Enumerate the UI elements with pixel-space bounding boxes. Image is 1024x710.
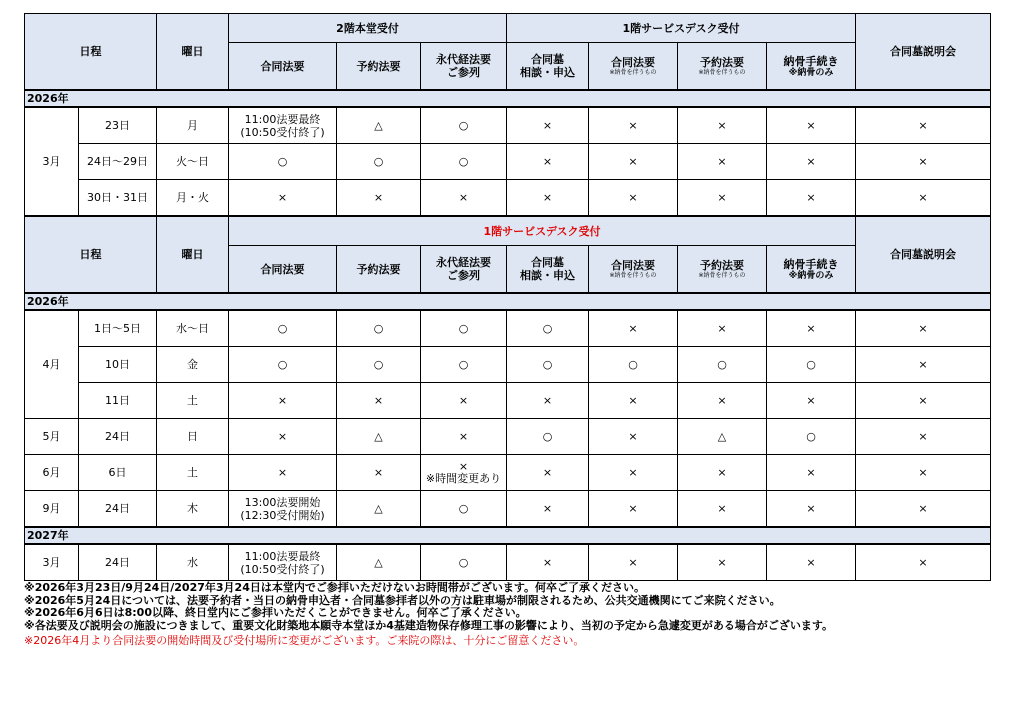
cell-c2: △ [337, 419, 421, 455]
cell-c1: × [229, 455, 337, 491]
weekday-cell: 日 [157, 419, 229, 455]
cell-c1-a: 11:00法要最終 [244, 549, 321, 563]
header-schedule-2: 日程 [25, 216, 157, 293]
cell-c2: ○ [337, 144, 421, 180]
header-explanation: 合同墓説明会 [856, 14, 991, 91]
year-row [25, 90, 991, 107]
header-c5-note: ※納骨を伴うもの [609, 272, 657, 279]
cell-c7: × [767, 491, 856, 528]
cell-c7: × [767, 144, 856, 180]
cell-c5: × [589, 107, 678, 144]
cell-c4: × [507, 144, 589, 180]
cell-c2: × [337, 383, 421, 419]
header-c7 [767, 246, 856, 294]
day-cell: 6日 [79, 455, 157, 491]
cell-c3: ○ [421, 310, 507, 347]
note-line: ※各法要及び説明会の施設につきまして、重要文化財築地本願寺本堂ほか4基建造物保存修理工事の影響により、当初の予定から急遽変更がある場合がございます。 [24, 618, 834, 632]
cell-c3: ○ [421, 347, 507, 383]
cell-c1-b: (12:30受付開始) [240, 508, 325, 522]
header-c3-a: 永代経法要 [436, 53, 491, 66]
cell-c3-note: ※時間変更あり [425, 471, 502, 485]
cell-c7: × [767, 180, 856, 217]
cell-c1-a: 13:00法要開始 [244, 495, 321, 509]
cell-c8: × [856, 180, 991, 217]
header-schedule: 日程 [25, 14, 157, 91]
header-c5 [589, 43, 678, 91]
cell-c1: × [229, 180, 337, 217]
cell-c1: ○ [229, 310, 337, 347]
header-c7 [767, 43, 856, 91]
day-cell: 10日 [79, 347, 157, 383]
cell-c2: △ [337, 107, 421, 144]
header-c7-note: ※納骨のみ [788, 270, 834, 281]
cell-c8: × [856, 347, 991, 383]
header-c6-note: ※納骨を伴うもの [698, 69, 746, 76]
weekday-cell: 火～日 [157, 144, 229, 180]
table-row [25, 419, 991, 455]
header-c3 [421, 43, 507, 91]
day-cell: 11日 [79, 383, 157, 419]
header-c7-label: 納骨手続き [783, 54, 839, 68]
cell-c4: ○ [507, 310, 589, 347]
cell-c2: ○ [337, 310, 421, 347]
table-row [25, 544, 991, 581]
cell-c4: × [507, 180, 589, 217]
header-c5-label: 合同法要 [611, 259, 655, 272]
cell-c6: × [678, 491, 767, 528]
day-cell: 23日 [79, 107, 157, 144]
cell-c7: × [767, 544, 856, 581]
table-row [25, 491, 991, 528]
month-cell: 6月 [25, 455, 79, 491]
header-c6 [678, 43, 767, 91]
cell-c1: ○ [229, 347, 337, 383]
header-c3-b: ご参列 [447, 66, 480, 79]
cell-c4: ○ [507, 419, 589, 455]
weekday-cell: 土 [157, 383, 229, 419]
table-row [25, 383, 991, 419]
table-row [25, 180, 991, 217]
header-c5-label: 合同法要 [611, 56, 655, 69]
table-row [25, 107, 991, 144]
cell-c7: × [767, 383, 856, 419]
cell-c1: × [229, 419, 337, 455]
table-row [25, 347, 991, 383]
month-cell: 5月 [25, 419, 79, 455]
header-c4-a: 合同墓 [531, 53, 564, 66]
cell-c5: ○ [589, 347, 678, 383]
cell-c3: ○ [421, 144, 507, 180]
cell-c1 [229, 544, 337, 581]
header-c3 [421, 246, 507, 294]
cell-c3: × [421, 419, 507, 455]
cell-c6: × [678, 544, 767, 581]
cell-c3 [421, 455, 507, 491]
header-group-honden: 2階本堂受付 [229, 14, 507, 43]
cell-c7: × [767, 310, 856, 347]
cell-c1-b: (10:50受付終了) [240, 125, 325, 139]
cell-c6: × [678, 383, 767, 419]
header-weekday: 曜日 [157, 14, 229, 91]
header-c2: 予約法要 [337, 246, 421, 294]
day-cell: 24日～29日 [79, 144, 157, 180]
cell-c3: × [421, 383, 507, 419]
weekday-cell: 月 [157, 107, 229, 144]
cell-c2: × [337, 455, 421, 491]
cell-c6: × [678, 107, 767, 144]
month-cell: 9月 [25, 491, 79, 528]
header-c4 [507, 246, 589, 294]
header-c2: 予約法要 [337, 43, 421, 91]
cell-c5: × [589, 310, 678, 347]
header-group-servicedesk: 1階サービスデスク受付 [507, 14, 856, 43]
cell-c1 [229, 107, 337, 144]
weekday-cell: 水 [157, 544, 229, 581]
year-row [25, 527, 991, 544]
day-cell: 1日～5日 [79, 310, 157, 347]
cell-c1: ○ [229, 144, 337, 180]
cell-c3: × [421, 180, 507, 217]
cell-c2: △ [337, 491, 421, 528]
cell-c6: × [678, 310, 767, 347]
cell-c7: ○ [767, 347, 856, 383]
cell-c3-a: × [458, 459, 469, 473]
year-label: 2026年 [25, 90, 991, 107]
weekday-cell: 水～日 [157, 310, 229, 347]
notes-section [24, 582, 990, 648]
day-cell: 24日 [79, 544, 157, 581]
cell-c6: × [678, 455, 767, 491]
schedule-table [24, 13, 991, 581]
cell-c1-a: 11:00法要最終 [244, 112, 321, 126]
cell-c3: ○ [421, 544, 507, 581]
cell-c5: × [589, 144, 678, 180]
cell-c4: × [507, 544, 589, 581]
header-c6-note: ※納骨を伴うもの [698, 272, 746, 279]
header-c4-a: 合同墓 [531, 256, 564, 269]
cell-c6: △ [678, 419, 767, 455]
header-c1: 合同法要 [229, 43, 337, 91]
weekday-cell: 金 [157, 347, 229, 383]
day-cell: 30日・31日 [79, 180, 157, 217]
cell-c4: × [507, 491, 589, 528]
header-row-1b [25, 216, 991, 246]
cell-c5: × [589, 180, 678, 217]
cell-c7: × [767, 455, 856, 491]
header-c7-note: ※納骨のみ [788, 67, 834, 78]
header-c7-label: 納骨手続き [783, 257, 839, 271]
cell-c5: × [589, 455, 678, 491]
cell-c4: × [507, 383, 589, 419]
cell-c8: × [856, 144, 991, 180]
cell-c6: × [678, 180, 767, 217]
header-c6-label: 予約法要 [700, 56, 744, 69]
weekday-cell: 土 [157, 455, 229, 491]
month-cell: 4月 [25, 310, 79, 419]
cell-c2: × [337, 180, 421, 217]
header-c4 [507, 43, 589, 91]
header-c5-note: ※納骨を伴うもの [609, 69, 657, 76]
header-c6-label: 予約法要 [700, 259, 744, 272]
header-row-1 [25, 14, 991, 43]
table-row [25, 455, 991, 491]
month-cell: 3月 [25, 107, 79, 216]
year-label: 2027年 [25, 527, 991, 544]
cell-c6: × [678, 144, 767, 180]
cell-c8: × [856, 107, 991, 144]
header-c6 [678, 246, 767, 294]
cell-c8: × [856, 383, 991, 419]
table-row [25, 144, 991, 180]
schedule-document [24, 13, 990, 648]
cell-c4: ○ [507, 347, 589, 383]
table-row [25, 310, 991, 347]
cell-c3: ○ [421, 107, 507, 144]
weekday-cell: 月・火 [157, 180, 229, 217]
header-c3-b: ご参列 [447, 269, 480, 282]
year-label: 2026年 [25, 293, 991, 310]
header-c3-a: 永代経法要 [436, 256, 491, 269]
day-cell: 24日 [79, 491, 157, 528]
header-c5 [589, 246, 678, 294]
cell-c5: × [589, 383, 678, 419]
cell-c5: × [589, 544, 678, 581]
note-red: ※2026年4月より合同法要の開始時間及び受付場所に変更がございます。ご来院の際は、十分にご留意ください。 [24, 634, 585, 647]
header-group-servicedesk-red: 1階サービスデスク受付 [229, 216, 856, 246]
cell-c5: × [589, 491, 678, 528]
cell-c8: × [856, 310, 991, 347]
cell-c5: × [589, 419, 678, 455]
cell-c1: × [229, 383, 337, 419]
cell-c2: ○ [337, 347, 421, 383]
cell-c2: △ [337, 544, 421, 581]
cell-c8: × [856, 491, 991, 528]
cell-c7: ○ [767, 419, 856, 455]
note-line: ※2026年5月24日については、法要予約者・当日の納骨申込者・合同墓参拝者以外の方は駐車場が制限されるため、公共交通機関にてご来院ください。 [24, 593, 781, 607]
note-line: ※2026年3月23日/9月24日/2027年3月24日は本堂内でご参拝いただけないお時間帯がございます。何卒ご了承ください。 [24, 581, 645, 594]
header-c4-b: 相談・申込 [520, 66, 575, 79]
cell-c8: × [856, 544, 991, 581]
cell-c1-b: (10:50受付終了) [240, 562, 325, 576]
month-cell: 3月 [25, 544, 79, 581]
cell-c4: × [507, 455, 589, 491]
header-c4-b: 相談・申込 [520, 269, 575, 282]
cell-c8: × [856, 455, 991, 491]
cell-c3: ○ [421, 491, 507, 528]
cell-c4: × [507, 107, 589, 144]
cell-c7: × [767, 107, 856, 144]
header-weekday-2: 曜日 [157, 216, 229, 293]
cell-c8: × [856, 419, 991, 455]
cell-c1 [229, 491, 337, 528]
day-cell: 24日 [79, 419, 157, 455]
header-c1: 合同法要 [229, 246, 337, 294]
weekday-cell: 木 [157, 491, 229, 528]
header-explanation-2: 合同墓説明会 [856, 216, 991, 293]
note-line: ※2026年6月6日は8:00以降、終日堂内にご参拝いただくことができません。何卒ご了承ください。 [24, 606, 527, 619]
cell-c6: ○ [678, 347, 767, 383]
year-row [25, 293, 991, 310]
